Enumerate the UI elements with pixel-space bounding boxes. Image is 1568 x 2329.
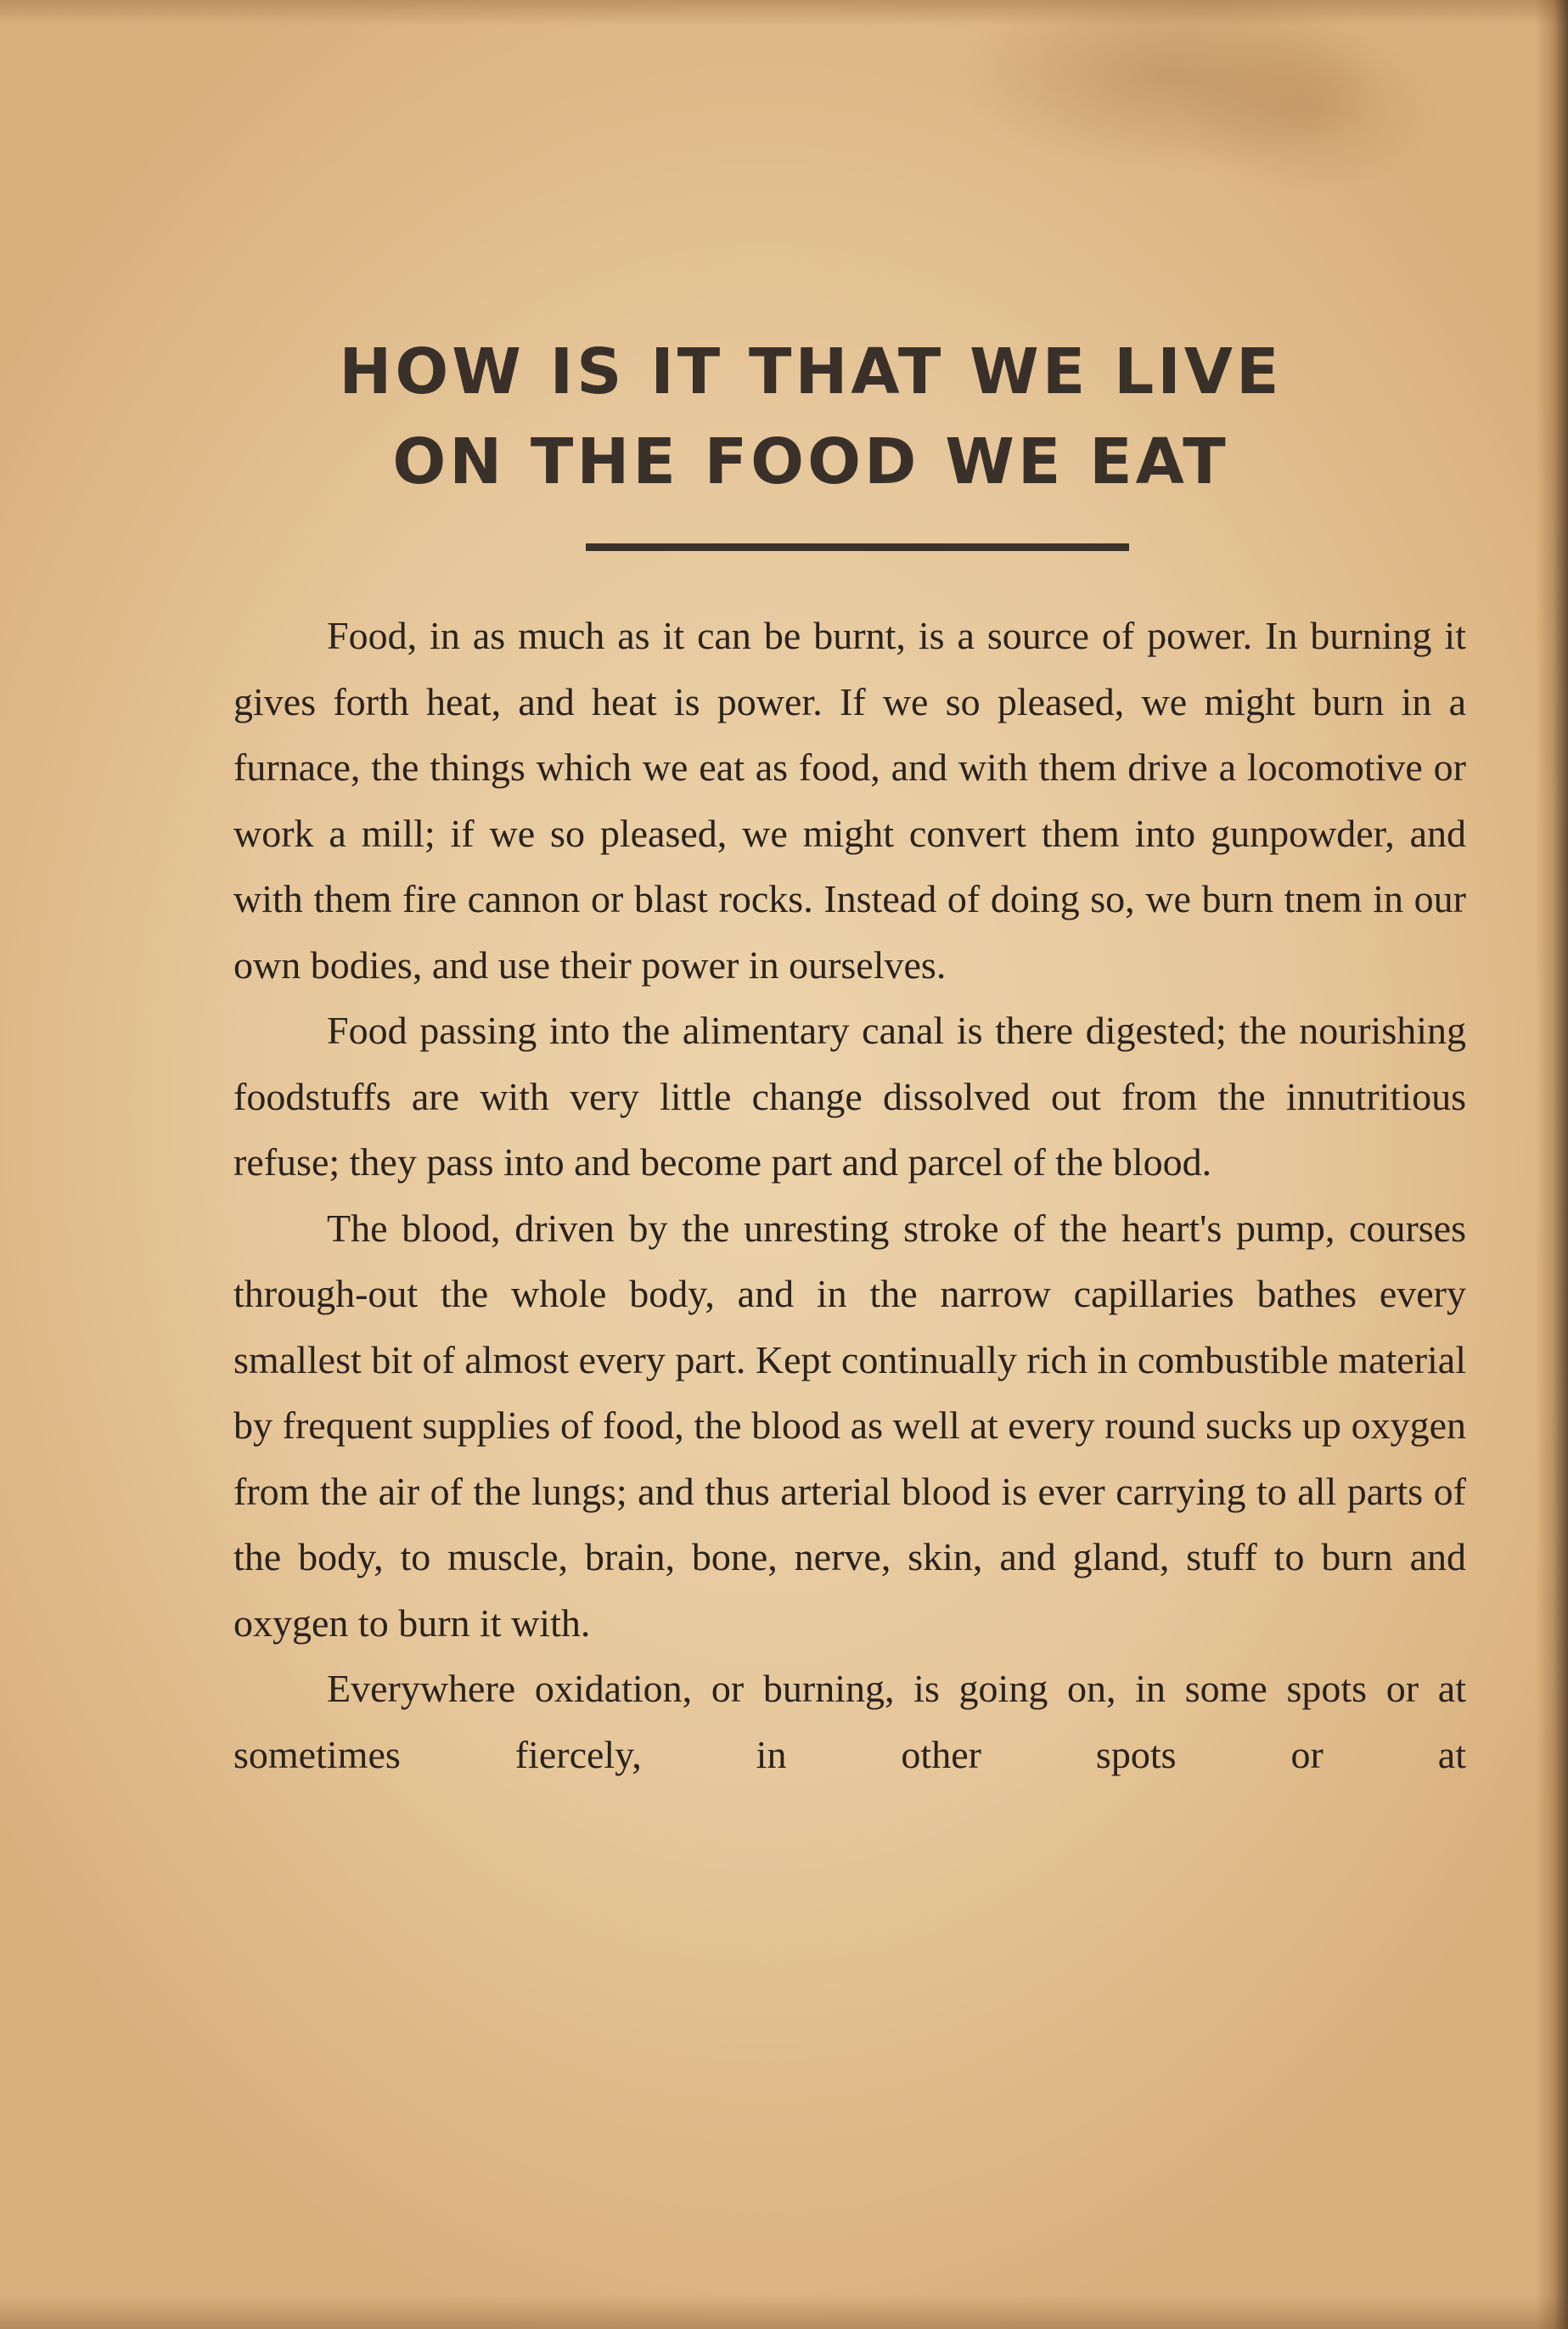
paragraph-2: Food passing into the alimentary canal is there digested; the nourishing foodstuffs are with very little change dissolved out from the innutritious refuse; they pass into and become part and parcel of the blood.: [233, 1009, 1466, 1184]
paragraph-1: Food, in as much as it can be burnt, is a source of power. In burning it gives forth heat, and heat is power. If we so pleased, we might burn in a furnace, the things which we eat as food, and with them drive a locomotive or work a mill; if we so pleased, we might convert them into gunpowder, and with them fire cannon or blast rocks. Instead of doing so, we burn tnem in our own bodies, and use their power in ourselves.: [233, 614, 1466, 987]
page-bottom-shadow: [0, 2295, 1568, 2329]
paragraph-3: The blood, driven by the unresting stroke of the heart's pump, courses through-out the whole body, and in the narrow capillaries bathes every smallest bit of almost every part. Kept continually rich in combustible material by frequent supplies of food, the blood as well at every round sucks up oxygen from the air of the lungs; and thus arterial blood is ever carrying to all parts of the body, to muscle, brain, bone, nerve, skin, and gland, stuff to burn and oxygen to burn it with.: [233, 1206, 1466, 1645]
body-text: [233, 603, 1466, 1787]
chapter-title-line-2: ON THE FOOD WE EAT: [392, 425, 1229, 498]
page-top-shadow: [0, 0, 1568, 25]
title-divider-rule: [586, 543, 1129, 551]
page-right-edge-shadow: [1536, 0, 1568, 2329]
paragraph-4: Everywhere oxidation, or burning, is going on, in some spots or at sometimes fiercely, in other spots or at: [233, 1667, 1466, 1776]
chapter-title-line-1: HOW IS IT THAT WE LIVE: [339, 335, 1283, 408]
chapter-title: [255, 327, 1367, 507]
